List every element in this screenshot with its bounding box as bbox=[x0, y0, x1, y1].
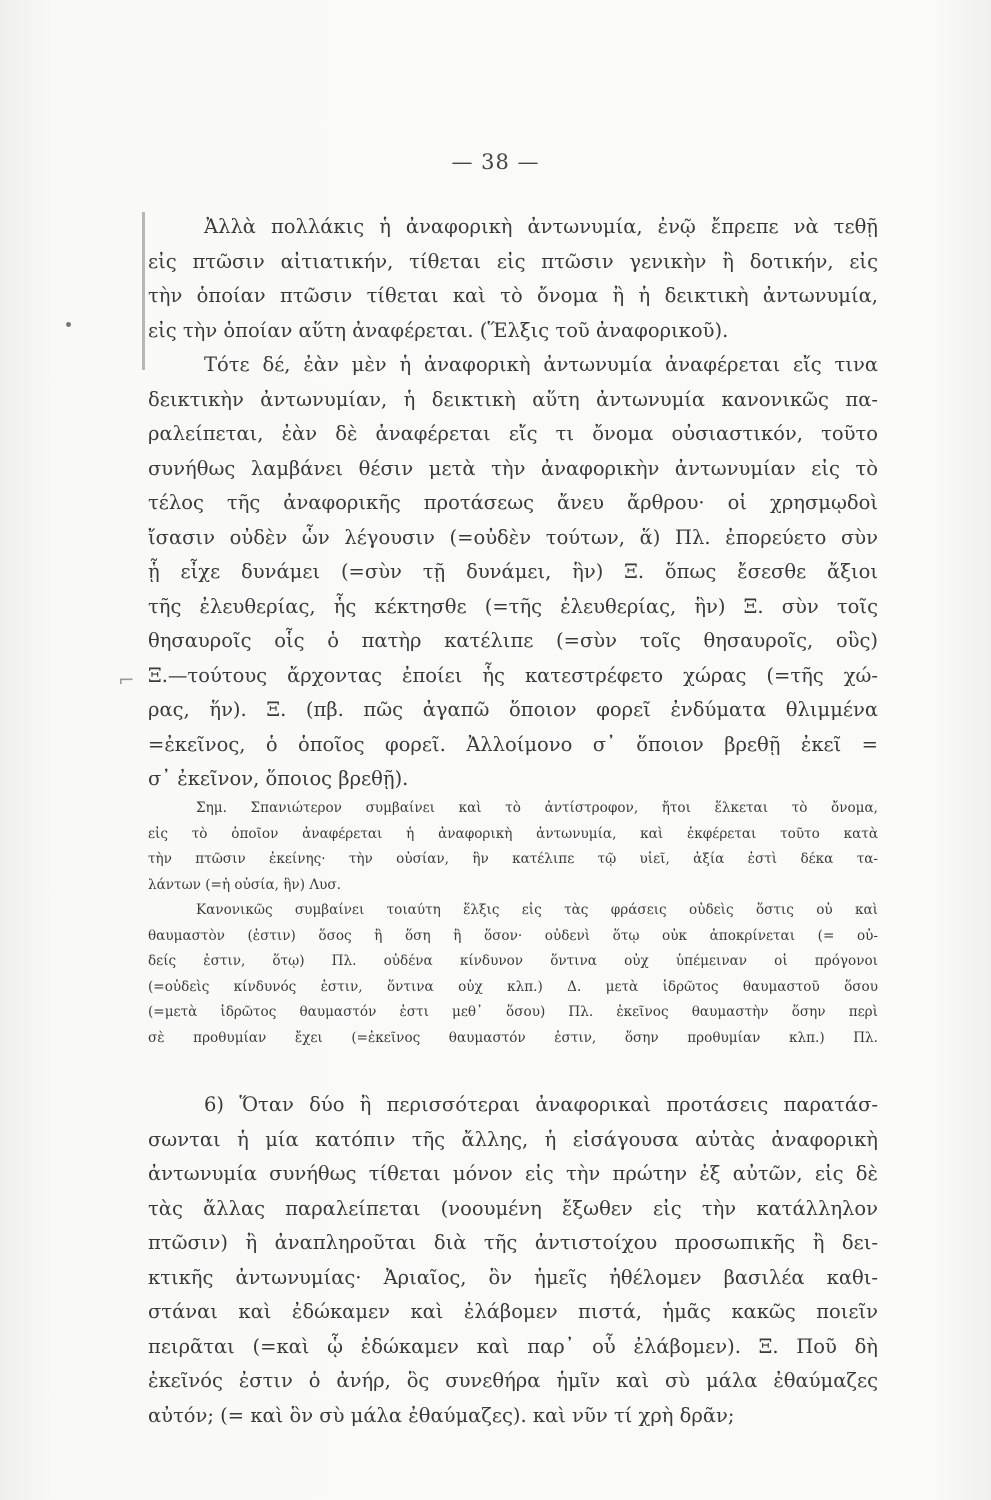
text-line: κτικῆς ἀντωνυμίας· Ἀριαῖος, ὃν ἡμεῖς ἠθέλομεν βασιλέα καθι- bbox=[148, 1265, 878, 1289]
text-line: σωνται ἡ μία κατόπιν τῆς ἄλλης, ἡ εἰσάγουσα αὐτὰς ἀναφορικὴ bbox=[148, 1127, 878, 1151]
text-line: Ἀλλὰ πολλάκις ἡ ἀναφορικὴ ἀντωνυμία, ἐνῷ ἔπρεπε νὰ τεθῇ bbox=[204, 215, 878, 238]
text-line: τῆς ἐλευθερίας, ἧς κέκτησθε (=τῆς ἐλευθερίας, ἣν) Ξ. σὺν τοῖς bbox=[148, 594, 878, 618]
text-line: ἴσασιν οὐδὲν ὧν λέγουσιν (=οὐδὲν τούτων, ἅ) Πλ. ἐπορεύετο σὺν bbox=[148, 525, 878, 549]
paragraph-section-6 bbox=[148, 1088, 878, 1433]
margin-mark-bar bbox=[142, 212, 145, 370]
note-line: Σημ. Σπανιώτερον συμβαίνει καὶ τὸ ἀντίστροφον, ἤτοι ἕλκεται τὸ ὄνομα, bbox=[196, 800, 878, 816]
note-line: λάντων (=ἡ οὐσία, ἣν) Λυσ. bbox=[148, 876, 342, 893]
text-line: δεικτικὴν ἀντωνυμίαν, ἡ δεικτικὴ αὕτη ἀντωνυμία κανονικῶς πα- bbox=[148, 387, 878, 411]
text-line: ἀντωνυμία συνήθως τίθεται μόνον εἰς τὴν πρώτην ἐξ αὐτῶν, εἰς δὲ bbox=[148, 1162, 878, 1185]
text-line: ᾗ εἶχε δυνάμει (=σὺν τῇ δυνάμει, ἣν) Ξ. ὅπως ἔσεσθε ἄξιοι bbox=[148, 560, 878, 583]
note-line: θαυμαστὸν (ἐστιν) ὅσος ἢ ὅση ἢ ὅσον· οὐδενὶ ὅτῳ οὐκ ἀποκρίνεται (= οὐ- bbox=[148, 927, 878, 944]
note-line: (=οὐδεὶς κίνδυνός ἐστιν, ὅντινα οὐχ κλπ.) Δ. μετὰ ἱδρῶτος θαυμαστοῦ ὅσου bbox=[148, 978, 878, 995]
note-line: εἰς τὸ ὁποῖον ἀναφέρεται ἡ ἀναφορικὴ ἀντωνυμία, καὶ ἐκφέρεται τοῦτο κατὰ bbox=[148, 825, 878, 842]
text-line: Ξ.—τούτους ἄρχοντας ἐποίει ἧς κατεστρέφετο χώρας (=τῆς χώ- bbox=[148, 663, 878, 687]
text-line: θησαυροῖς οἷς ὁ πατὴρ κατέλιπε (=σὺν τοῖς θησαυροῖς, οὓς) bbox=[148, 629, 878, 652]
paragraph-section-attraction bbox=[148, 210, 878, 797]
text-line: 6) Ὅταν δύο ἢ περισσότεραι ἀναφορικαὶ προτάσεις παρατάσ- bbox=[204, 1093, 878, 1116]
text-line: ρας, ἥν). Ξ. (πβ. πῶς ἀγαπῶ ὅποιον φορεῖ ἐνδύματα θλιμμένα bbox=[148, 698, 878, 721]
page-number: — 38 — bbox=[451, 150, 540, 174]
text-line: συνήθως λαμβάνει θέσιν μετὰ τὴν ἀναφορικὴν ἀντωνυμίαν εἰς τὸ bbox=[148, 456, 878, 480]
text-line: πειρᾶται (=καὶ ᾧ ἐδώκαμεν καὶ παρ᾽ οὗ ἐλάβομεν). Ξ. Ποῦ δὴ bbox=[148, 1334, 878, 1358]
text-line: τὰς ἄλλας παραλείπεται (νοουμένη ἔξωθεν εἰς τὴν κατάλληλον bbox=[148, 1196, 878, 1220]
note-line: τὴν πτῶσιν ἐκείνης· τὴν οὐσίαν, ἣν κατέλιπε τῷ υἱεῖ, ἀξία ἐστὶ δέκα τα- bbox=[148, 851, 878, 867]
text-line: =ἐκεῖνος, ὁ ὁποῖος φορεῖ. Ἀλλοίμονο σ᾽ ὅποιον βρεθῇ ἐκεῖ = bbox=[148, 732, 878, 756]
text-line: τὴν ὁποίαν πτῶσιν τίθεται καὶ τὸ ὄνομα ἢ ἡ δεικτικὴ ἀντωνυμία, bbox=[148, 284, 878, 307]
text-line: σ᾽ ἐκεῖνον, ὅποιος βρεθῇ). bbox=[148, 767, 409, 790]
text-line: ραλείπεται, ἐὰν δὲ ἀναφέρεται εἴς τι ὄνομα οὐσιαστικόν, τοῦτο bbox=[148, 422, 878, 445]
note-line: δείς ἐστιν, ὅτῳ) Πλ. οὐδένα κίνδυνον ὅντινα οὐχ ὑπέμειναν οἱ πρόγονοι bbox=[148, 953, 878, 969]
text-line: τέλος τῆς ἀναφορικῆς προτάσεως ἄνευ ἄρθρου· οἱ χρησμῳδοὶ bbox=[148, 491, 878, 514]
text-line: στάναι καὶ ἐδώκαμεν καὶ ἐλάβομεν πιστά, ἡμᾶς κακῶς ποιεῖν bbox=[148, 1300, 878, 1323]
note-line: Κανονικῶς συμβαίνει τοιαύτη ἕλξις εἰς τὰς φράσεις οὐδεὶς ὅστις οὐ καὶ bbox=[196, 902, 878, 918]
text-line: πτῶσιν) ἢ ἀναπληροῦται διὰ τῆς ἀντιστοίχου προσωπικῆς ἢ δει- bbox=[148, 1231, 878, 1254]
text-line: εἰς πτῶσιν αἰτιατικήν, τίθεται εἰς πτῶσιν γενικὴν ἢ δοτικήν, εἰς bbox=[148, 249, 878, 273]
note-block bbox=[148, 796, 878, 1051]
text-line: αὐτόν; (= καὶ ὃν σὺ μάλα ἐθαύμαζες). καὶ νῦν τί χρὴ δρᾶν; bbox=[148, 1403, 735, 1427]
note-line: σὲ προθυμίαν ἔχει (=ἐκεῖνος θαυμαστόν ἐστιν, ὅσην προθυμίαν κλπ.) Πλ. bbox=[148, 1029, 878, 1046]
note-line: (=μετὰ ἱδρῶτος θαυμαστόν ἐστι μεθ᾽ ὅσου) Πλ. ἐκεῖνος θαυμαστὴν ὅσην περὶ bbox=[148, 1004, 878, 1020]
text-line: εἰς τὴν ὁποίαν αὕτη ἀναφέρεται. (Ἕλξις τοῦ ἀναφορικοῦ). bbox=[148, 318, 729, 342]
margin-dot bbox=[66, 322, 71, 327]
text-line: ἐκεῖνός ἐστιν ὁ ἀνήρ, ὃς συνεθήρα ἡμῖν καὶ σὺ μάλα ἐθαύμαζες bbox=[148, 1369, 878, 1392]
text-line: Τότε δέ, ἐὰν μὲν ἡ ἀναφορικὴ ἀντωνυμία ἀναφέρεται εἴς τινα bbox=[204, 353, 878, 376]
margin-pencil-mark: ⌐ bbox=[118, 668, 135, 692]
